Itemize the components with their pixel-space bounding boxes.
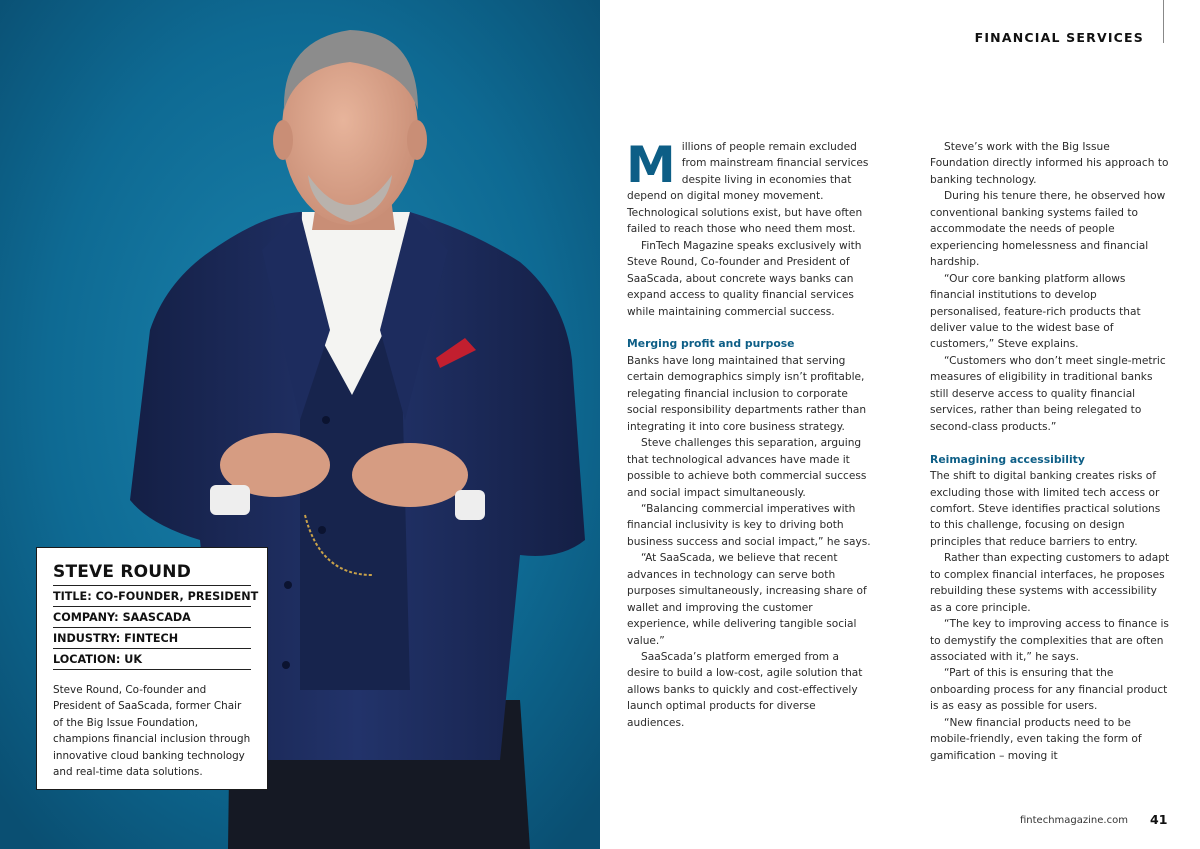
article-paragraph: During his tenure there, he observed how conventional banking systems failed to accommodate the needs of people experiencing homelessness and financial hardship.	[930, 190, 1166, 269]
article-paragraph: FinTech Magazine speaks exclusively with Steve Round, Co-founder and President of SaaScada, about concrete ways banks can expand access to quality financial services while maintaining commercial success.	[627, 239, 862, 318]
article-paragraph: “New financial products need to be mobile-friendly, even taking the form of gamification – moving it	[930, 716, 1142, 762]
article-paragraph: “Customers who don’t meet single-metric measures of eligibility in traditional banks still deserve access to quality financial services, rather than being relegated to second-class products.”	[930, 354, 1166, 433]
article-column-2	[930, 139, 1170, 764]
drop-cap: M	[626, 136, 676, 194]
article-column-1	[626, 136, 873, 731]
section-divider	[1163, 0, 1164, 43]
article-subheading: Merging profit and purpose	[627, 337, 795, 351]
profile-company-label: COMPANY:	[53, 611, 119, 624]
profile-location-value: UK	[124, 653, 143, 666]
article-paragraph: “Part of this is ensuring that the onboarding process for any financial product is as easy as possible for users.	[930, 667, 1168, 713]
profile-card	[36, 547, 268, 790]
page-number: 41	[1150, 812, 1168, 827]
article-paragraph: Steve challenges this separation, arguing that technological advances have made it possible to achieve both commercial success and social impact simultaneously.	[627, 437, 867, 499]
article-paragraph: Steve’s work with the Big Issue Foundation directly informed his approach to banking technology.	[930, 141, 1169, 186]
article-intro-text: illions of people remain excluded from mainstream financial services despite living in economies that depend on digital money movement. Technological solutions exist, but have often failed to reach those who need them most.	[627, 141, 869, 236]
profile-description: Steve Round, Co-founder and President of SaaScada, former Chair of the Big Issue Foundation, champions financial inclusion through innovative cloud banking technology and real-time data solutions.	[53, 684, 251, 779]
profile-industry-label: INDUSTRY:	[53, 632, 121, 645]
article-paragraph: “Our core banking platform allows financial institutions to develop personalised, feature-rich products that deliver value to the widest base of customers,” Steve explains.	[930, 272, 1141, 351]
profile-title-label: TITLE:	[53, 590, 92, 603]
article-paragraph: The shift to digital banking creates risks of excluding those with limited tech access or comfort. Steve identifies practical solutions to this challenge, focusing on design principles that reduce barriers to entry.	[930, 470, 1161, 548]
profile-industry-value: FINTECH	[124, 632, 179, 645]
article-paragraph: Rather than expecting customers to adapt to complex financial interfaces, he proposes rebuilding these systems with accessibility as a core principle.	[930, 552, 1170, 614]
article-paragraph: SaaScada’s platform emerged from a desire to build a low-cost, agile solution that allows banks to quickly and cost-effectively launch optimal products for diverse audiences.	[627, 651, 863, 729]
article-paragraph: “At SaaScada, we believe that recent advances in technology can serve both purposes simultaneously, increasing share of wallet and improving the customer experience, while delivering tangible social value.”	[627, 552, 867, 647]
profile-company-value: SAASCADA	[122, 611, 191, 624]
profile-title-row	[53, 586, 259, 607]
article-subheading: Reimagining accessibility	[930, 452, 1085, 466]
article-intro	[626, 136, 873, 238]
profile-company-row	[53, 607, 251, 628]
profile-location-row	[53, 649, 251, 670]
profile-title-value: CO-FOUNDER, PRESIDENT	[95, 590, 259, 603]
footer-url: fintechmagazine.com	[1020, 815, 1128, 826]
profile-name: STEVE ROUND	[53, 562, 251, 586]
article-paragraph: “Balancing commercial imperatives with financial inclusivity is key to driving both business success and social impact,” he says.	[627, 502, 871, 548]
section-label: FINANCIAL SERVICES	[974, 30, 1144, 45]
article-paragraph: Banks have long maintained that serving certain demographics simply isn’t profitable, relegating financial inclusion to corporate social responsibility departments rather than integrating it into core business strategy.	[627, 354, 867, 433]
profile-location-label: LOCATION:	[53, 653, 121, 666]
profile-industry-row	[53, 628, 251, 649]
article-paragraph: “The key to improving access to finance is to demystify the complexities that are often associated with it,” he says.	[930, 618, 1169, 664]
